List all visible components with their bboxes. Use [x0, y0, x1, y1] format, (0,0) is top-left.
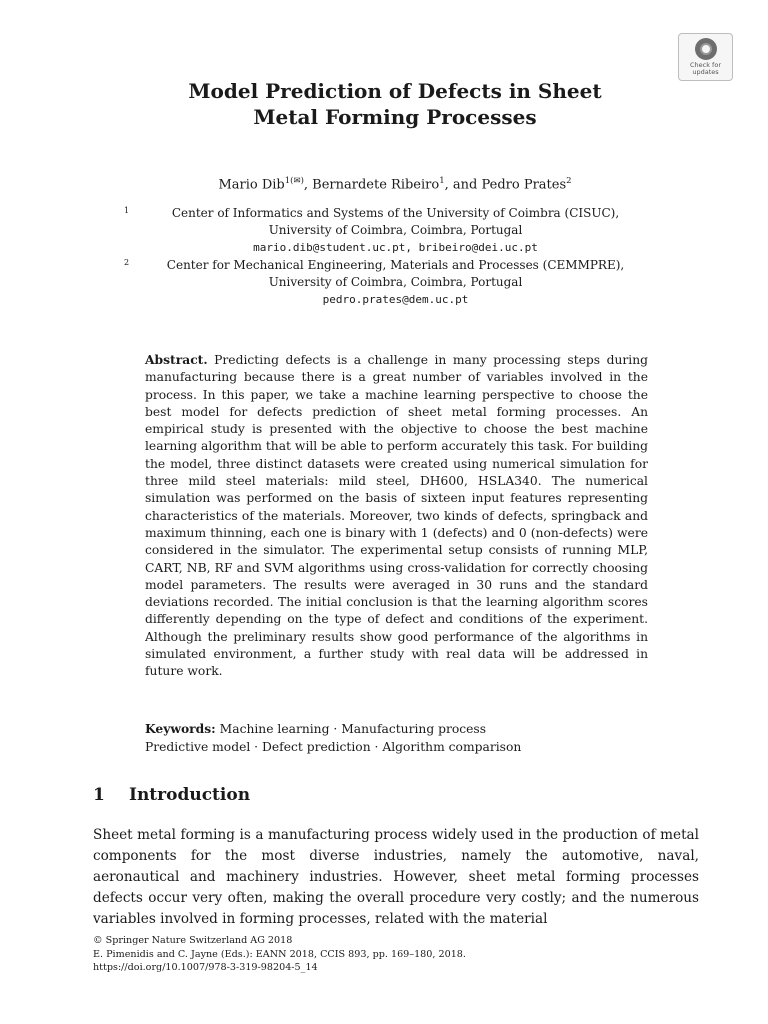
- affiliation-1: [118, 205, 673, 256]
- doi-link[interactable]: https://doi.org/10.1007/978-3-319-98204-5_14: [93, 962, 318, 973]
- paper-title: [100, 78, 690, 130]
- keywords: [145, 720, 665, 756]
- abstract: [145, 351, 648, 681]
- abstract-text: Predicting defects is a challenge in many processing steps during manufacturing because there is a great number of variables involved in the process. In this paper, we take a machine learning perspective to choose the best model for defects prediction of sheet metal forming processes. An empirical study is presented with the objective to choose the best machine learning algorithm that will be able to perform accurately this task. For building the model, three distinct datasets were created using numerical simulation for three mild steel materials: mild steel, DH600, HSLA340. The numerical simulation was performed on the basis of sixteen input features representing characteristics of the materials. Moreover, two kinds of defects, springback and maximum thinning, each one is binary with 1 (defects) and 0 (non-defects) were considered in the simulator. The experimental setup consists of running MLP, CART, NB, RF and SVM algorithms using cross-validation for correctly choosing model parameters. The results were averaged in 30 runs and the standard deviations recorded. The initial conclusion is that the learning algorithm scores differently depending on the type of defect and conditions of the experiment. Although the preliminary results show good performance of the algorithms in simulated environment, a further study with real data will be addressed in future work.: [145, 353, 648, 679]
- affiliation-line: Center of Informatics and Systems of the University of Coimbra (CISUC),: [171, 206, 620, 220]
- keywords-line-2: Predictive model · Defect prediction · Algorithm comparison: [145, 740, 522, 754]
- citation-line: E. Pimenidis and C. Jayne (Eds.): EANN 2018, CCIS 893, pp. 169–180, 2018.: [93, 948, 466, 960]
- abstract-label: Abstract.: [145, 352, 208, 367]
- author-name: , Bernardete Ribeiro: [303, 177, 440, 193]
- author-affiliation-mark: 1(✉): [284, 176, 304, 186]
- title-line-2: Metal Forming Processes: [253, 105, 537, 129]
- affiliation-mark: 1: [124, 206, 130, 215]
- affiliation-line: University of Coimbra, Coimbra, Portugal: [268, 223, 523, 237]
- section-title: Introduction: [129, 785, 251, 805]
- affiliation-email[interactable]: mario.dib@student.uc.pt, bribeiro@dei.uc.pt: [253, 241, 538, 254]
- introduction-paragraph: Sheet metal forming is a manufacturing process widely used in the production of metal components for the most diverse industries, namely the automotive, naval, aeronautical and machinery industries. However, sheet metal forming processes defects occur very often, making the overall procedure very costly; and the numerous variables involved in forming processes, related with the material: [93, 827, 699, 927]
- affiliation-line: Center for Mechanical Engineering, Materials and Processes (CEMMPRE),: [166, 258, 625, 272]
- section-heading: [93, 785, 250, 805]
- author-name: Mario Dib: [218, 177, 285, 193]
- affiliation-2: [118, 257, 673, 308]
- author-affiliation-mark: 1: [439, 176, 445, 186]
- check-for-updates-badge[interactable]: [678, 33, 733, 81]
- affiliation-line: University of Coimbra, Coimbra, Portugal: [268, 275, 523, 289]
- title-line-1: Model Prediction of Defects in Sheet: [188, 79, 602, 103]
- author-name: , and Pedro Prates: [444, 177, 567, 193]
- author-affiliation-mark: 2: [566, 176, 572, 186]
- section-number: 1: [93, 785, 105, 805]
- copyright-line: © Springer Nature Switzerland AG 2018: [93, 935, 293, 946]
- check-updates-icon: [695, 38, 717, 60]
- badge-label: Check for updates: [690, 61, 721, 76]
- affiliation-mark: 2: [124, 258, 130, 267]
- author-list: [100, 172, 690, 194]
- copyright-footer: [93, 934, 466, 975]
- affiliation-email[interactable]: pedro.prates@dem.uc.pt: [322, 293, 469, 306]
- keywords-label: Keywords:: [145, 721, 216, 736]
- keywords-line-1: Machine learning · Manufacturing process: [219, 722, 487, 736]
